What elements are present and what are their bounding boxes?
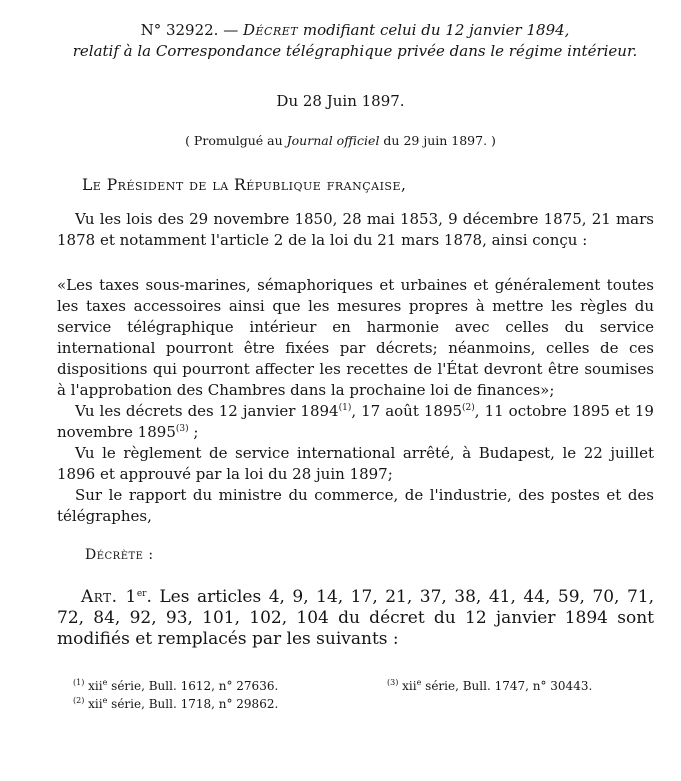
considerant-rapport	[57, 485, 654, 527]
footnote-ref-3: (3)	[175, 424, 189, 434]
footnote-1	[73, 677, 278, 695]
decree-number: N° 32922.	[140, 21, 219, 39]
considerant-reglement	[57, 443, 654, 485]
decree-header	[60, 20, 650, 62]
decrets-part3: , 11 octobre 1895 et 19 novembre 1895	[57, 402, 654, 441]
decrets-part1: Vu les décrets des 12 janvier 1894	[75, 402, 339, 420]
footnote-3-sup: e	[416, 678, 422, 687]
decrete-heading: Décrète :	[85, 547, 154, 563]
footnote-1-series: xii	[84, 679, 103, 693]
considerant-lois	[57, 209, 654, 251]
footnote-ref-1: (1)	[338, 403, 352, 413]
considerant-rapport-text: Sur le rapport du ministre du commerce, de l'industrie, des postes et des télégraphes,	[57, 486, 654, 525]
footnote-2-series: xii	[84, 697, 103, 711]
footnote-2-sup: e	[102, 696, 108, 705]
article-1	[57, 587, 654, 650]
footnote-3-ref: (3)	[387, 678, 399, 687]
considerant-decrets	[57, 401, 654, 443]
president-heading: Le Président de la République française,	[82, 176, 407, 194]
considerant-lois-text: Vu les lois des 29 novembre 1850, 28 mai 1853, 9 décembre 1875, 21 mars 1878 et notamment l'article 2 de la loi du 21 mars 1878, ainsi conçu :	[57, 210, 654, 249]
footnote-ref-2: (2)	[462, 403, 475, 413]
footnote-1-sup: e	[102, 678, 108, 687]
footnote-2	[73, 695, 278, 713]
decree-word: Décret	[243, 21, 299, 39]
decree-title-line2: relatif à la Correspondance télégraphique privée dans le régime intérieur.	[72, 42, 638, 60]
promulgation-open: ( Promulgué au	[185, 133, 287, 148]
decree-date: Du 28 Juin 1897.	[276, 92, 405, 110]
promulgation-close: du 29 juin 1897. )	[379, 133, 496, 148]
article-text: . Les articles 4, 9, 14, 17, 21, 37, 38, 41, 44, 59, 70, 71, 72, 84, 92, 93, 101, 102, 104 du décret du 12 janvier 1894 sont modifiés et remplacés par les suivants :	[57, 587, 654, 649]
footnote-1-ref: (1)	[73, 678, 85, 687]
journal-title: Journal officiel	[286, 133, 380, 148]
footnote-1-text: série, Bull. 1612, n° 27636.	[107, 679, 279, 693]
header-dash: —	[218, 21, 243, 39]
decree-title-line1: modifiant celui du 12 janvier 1894,	[298, 21, 570, 39]
decrets-part2: , 17 août 1895	[351, 402, 463, 420]
article-label-sup: er	[136, 589, 147, 599]
footnote-2-ref: (2)	[73, 696, 85, 705]
article-label: Art. 1	[81, 587, 137, 607]
footnote-3	[387, 677, 592, 695]
footnote-3-series: xii	[398, 679, 417, 693]
law-quote: «Les taxes sous-marines, sémaphoriques et urbaines et généralement toutes les taxes accessoires ainsi que les mesures propres à mettre les règles du service télégraphique intérieur en harmonie avec celles du service international pourront être fixées par décrets; néanmoins, celles de ces dispositions qui pourront affecter les recettes de l'État devront être soumises à l'approbation des Chambres dans la prochaine loi de finances»;	[57, 276, 654, 399]
footnote-2-text: série, Bull. 1718, n° 29862.	[107, 697, 279, 711]
footnote-3-text: série, Bull. 1747, n° 30443.	[421, 679, 593, 693]
promulgation-note	[0, 132, 681, 150]
decrets-part4: ;	[188, 423, 199, 441]
considerant-reglement-text: Vu le règlement de service international arrêté, à Budapest, le 22 juillet 1896 et approuvé par la loi du 28 juin 1897;	[57, 444, 654, 483]
